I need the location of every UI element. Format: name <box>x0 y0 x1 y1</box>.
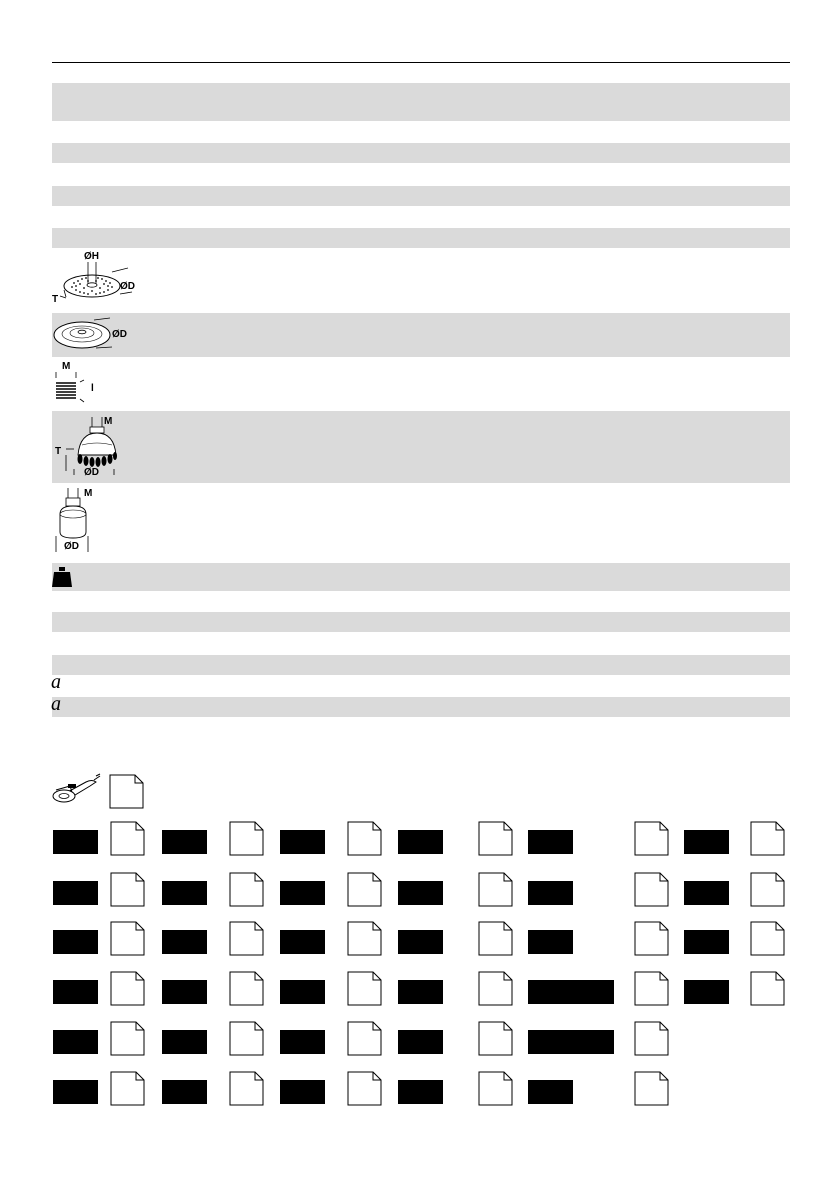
sanding-disc-figure <box>52 250 142 308</box>
reference-label-box <box>53 1030 98 1054</box>
document-icon <box>347 921 382 956</box>
thread-m-label: M <box>62 361 71 372</box>
document-icon <box>229 1021 264 1056</box>
backing-pad-figure <box>52 314 142 356</box>
italic-symbol-2: a <box>51 693 61 715</box>
document-icon <box>634 1071 669 1106</box>
reference-label-box <box>162 1030 207 1054</box>
document-icon <box>110 1071 145 1106</box>
reference-label-box <box>528 881 573 905</box>
document-icon <box>347 821 382 856</box>
reference-label-box <box>280 1080 325 1104</box>
document-icon <box>478 1071 513 1106</box>
reference-label-box <box>162 1080 207 1104</box>
reference-label-box <box>684 980 729 1004</box>
reference-label-box <box>528 1030 614 1054</box>
reference-label-box <box>280 930 325 954</box>
reference-label-box <box>280 980 325 1004</box>
document-icon <box>478 971 513 1006</box>
document-icon <box>478 872 513 907</box>
document-icon <box>634 1021 669 1056</box>
angle-grinder-icon <box>50 772 102 806</box>
reference-label-box <box>528 1080 573 1104</box>
weight-icon <box>52 567 72 587</box>
table-band-4 <box>52 228 790 248</box>
reference-label-box <box>162 881 207 905</box>
document-icon <box>634 921 669 956</box>
table-band-5 <box>52 313 790 357</box>
document-icon <box>229 821 264 856</box>
cup-brush-thickness-label: T <box>55 446 62 457</box>
disc-diameter-label: ØD <box>120 281 135 292</box>
reference-label-box <box>684 930 729 954</box>
document-icon <box>229 971 264 1006</box>
reference-label-box <box>53 881 98 905</box>
disc-hole-label: ØH <box>84 251 99 262</box>
document-icon <box>229 1071 264 1106</box>
reference-label-box <box>280 881 325 905</box>
core-bit-thread-label: M <box>84 488 93 499</box>
core-bit-icon <box>52 486 112 558</box>
document-icon <box>110 971 145 1006</box>
disc-thickness-label: T <box>52 294 59 305</box>
reference-label-box <box>280 830 325 854</box>
table-band-7 <box>52 563 790 591</box>
document-icon <box>110 821 145 856</box>
document-icon <box>750 872 785 907</box>
document-icon <box>229 872 264 907</box>
header-rule <box>52 62 790 63</box>
core-bit-figure <box>52 486 112 558</box>
reference-label-box <box>398 1030 443 1054</box>
reference-label-box <box>684 881 729 905</box>
backing-pad-icon <box>52 314 142 356</box>
reference-label-box <box>684 830 729 854</box>
document-icon <box>347 872 382 907</box>
table-band-8 <box>52 612 790 632</box>
document-icon <box>750 971 785 1006</box>
reference-label-box <box>398 830 443 854</box>
document-icon <box>750 921 785 956</box>
document-icon <box>229 921 264 956</box>
reference-label-box <box>53 1080 98 1104</box>
document-icon <box>750 821 785 856</box>
spindle-thread-figure <box>52 360 112 406</box>
document-icon <box>109 774 144 809</box>
table-band-2 <box>52 143 790 163</box>
cup-brush-thread-label: M <box>104 416 113 427</box>
document-icon <box>478 821 513 856</box>
reference-label-box <box>53 930 98 954</box>
pad-diameter-label: ØD <box>112 329 127 340</box>
table-band-10 <box>52 697 790 717</box>
document-icon <box>347 971 382 1006</box>
italic-symbol-1: a <box>51 671 61 693</box>
document-icon <box>634 971 669 1006</box>
cup-brush-diameter-label: ØD <box>84 467 99 478</box>
reference-label-box <box>398 980 443 1004</box>
document-icon <box>110 872 145 907</box>
reference-label-box <box>280 1030 325 1054</box>
document-icon <box>634 872 669 907</box>
document-icon <box>347 1071 382 1106</box>
table-band-9 <box>52 655 790 675</box>
document-icon <box>347 1021 382 1056</box>
table-band-1 <box>52 83 790 121</box>
reference-label-box <box>528 830 573 854</box>
table-band-3 <box>52 186 790 206</box>
core-bit-diameter-label: ØD <box>64 541 79 552</box>
reference-label-box <box>528 930 573 954</box>
table-band-6 <box>52 411 790 483</box>
cup-brush-figure <box>52 413 132 481</box>
reference-label-box <box>398 881 443 905</box>
document-icon <box>634 821 669 856</box>
document-icon <box>110 921 145 956</box>
reference-label-box <box>53 830 98 854</box>
reference-label-box <box>53 980 98 1004</box>
reference-label-box <box>162 830 207 854</box>
spindle-thread-icon <box>52 360 112 406</box>
document-icon <box>478 921 513 956</box>
reference-label-box <box>162 930 207 954</box>
document-icon <box>110 1021 145 1056</box>
thread-length-label: l <box>91 383 94 394</box>
reference-label-box <box>398 1080 443 1104</box>
reference-label-box <box>398 930 443 954</box>
document-icon <box>478 1021 513 1056</box>
reference-label-box <box>162 980 207 1004</box>
reference-label-box <box>528 980 614 1004</box>
